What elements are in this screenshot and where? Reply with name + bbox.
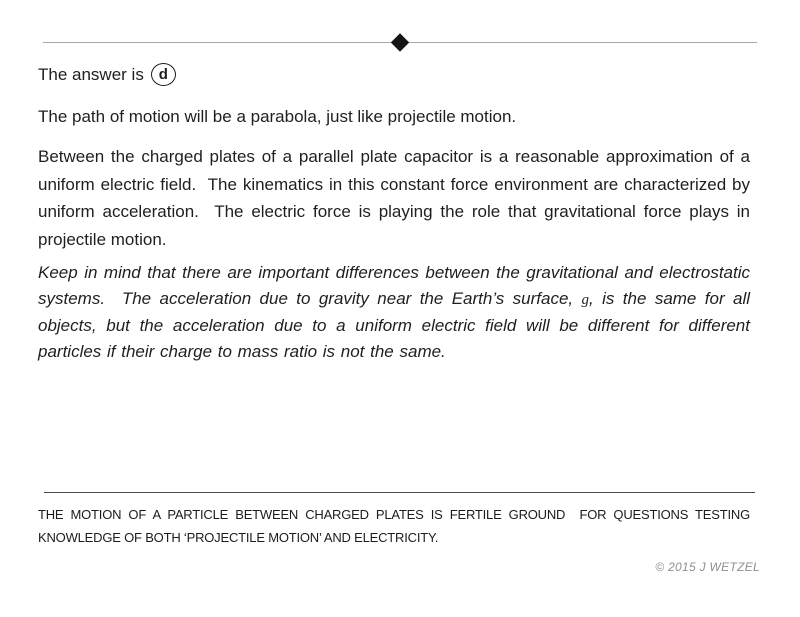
- top-divider: [43, 42, 757, 43]
- answer-letter: d: [158, 66, 168, 83]
- paragraph-path-of-motion: The path of motion will be a parabola, just like projectile motion.: [38, 107, 517, 126]
- copyright: © 2015 J WETZEL: [655, 560, 760, 574]
- answer-line: [38, 61, 176, 88]
- answer-letter-badge: [151, 63, 176, 86]
- answer-prefix: The answer is: [38, 65, 144, 84]
- caveat-text-before-symbol: Keep in mind that there are important differences between the gravitational and electrostatic systems. The acceleration due to gravity near the Earth’s surface,: [38, 263, 756, 308]
- paragraph-caveat: [38, 260, 756, 365]
- diamond-icon: [391, 33, 409, 51]
- footer-divider: [44, 492, 755, 493]
- paragraph-capacitor-explanation: Between the charged plates of a parallel plate capacitor is a reasonable approximation of a uniform electric field. The kinematics in this constant force environment are characterized by uniform acceleration. The electric force is playing the role that gravitational force plays in projectile motion.: [38, 147, 755, 249]
- footer-note: THE MOTION OF A PARTICLE BETWEEN CHARGED PLATES IS FERTILE GROUND FOR QUESTIONS TESTING KNOWLEDGE OF BOTH ‘PROJECTILE MOTION’ AND ELECTRICITY.: [38, 507, 754, 545]
- gravity-symbol: g: [581, 292, 590, 308]
- caveat-text-after-symbol: , is the same for all objects, but the acceleration due to a uniform electric field will be different for different particles if their charge to mass ratio is not the same.: [38, 289, 756, 361]
